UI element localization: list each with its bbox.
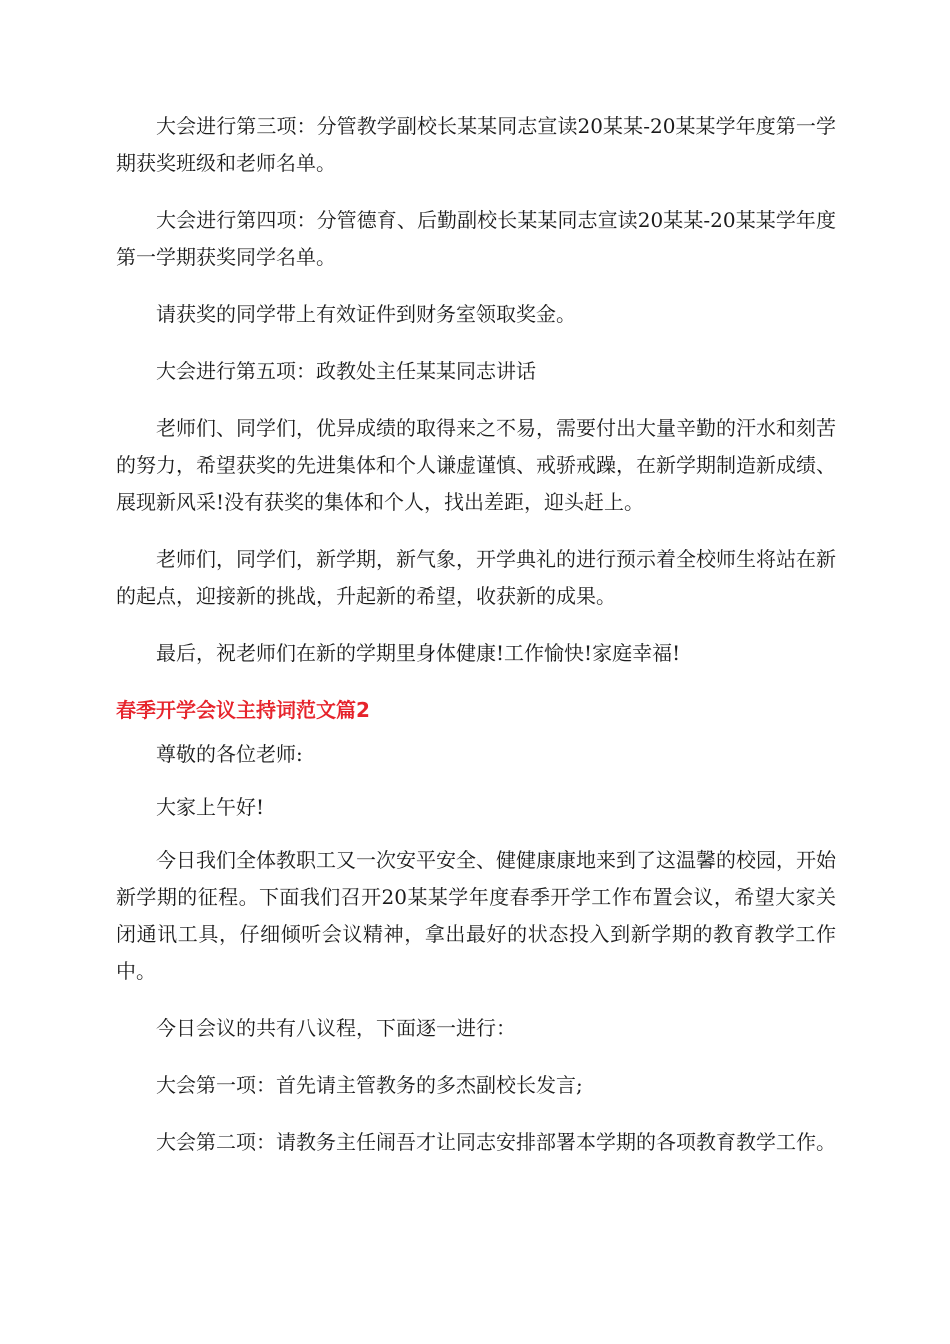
paragraph-closing-wishes: 最后，祝老师们在新的学期里身体健康!工作愉快!家庭幸福!: [156, 641, 681, 665]
paragraph-encouragement: 老师们、同学们，优异成绩的取得来之不易，需要付出大量辛勤的汗水和刻苦的努力，希望获奖的先进集体和个人谦虚谨慎、戒骄戒躁，在新学期制造新成绩、展现新风采!没有获奖的集体和个人，找出差距，迎头赶上。: [116, 416, 836, 514]
paragraph-new-semester: 老师们，同学们，新学期，新气象，开学典礼的进行预示着全校师生将站在新的起点，迎接新的挑战，升起新的希望，收获新的成果。: [116, 547, 836, 608]
section-heading: 春季开学会议主持词范文篇2: [116, 698, 370, 722]
paragraph-meeting-item-2: 大会第二项：请教务主任闹吾才让同志安排部署本学期的各项教育教学工作。: [156, 1130, 836, 1154]
paragraph-agenda-item-5: 大会进行第五项：政教处主任某某同志讲话: [156, 359, 536, 383]
paragraph-agenda-item-4: 大会进行第四项：分管德育、后勤副校长某某同志宣读20某某-20某某学年度第一学期获奖同学名单。: [116, 208, 836, 269]
paragraph-award-notice: 请获奖的同学带上有效证件到财务室领取奖金。: [156, 302, 576, 326]
document-body: [116, 108, 836, 1181]
paragraph-agenda-item-3: 大会进行第三项：分管教学副校长某某同志宣读20某某-20某某学年度第一学期获奖班级和老师名单。: [116, 114, 836, 175]
paragraph-greeting: 大家上午好!: [156, 795, 265, 819]
paragraph-agenda-intro: 今日会议的共有八议程，下面逐一进行：: [156, 1016, 516, 1040]
paragraph-opening: 今日我们全体教职工又一次安平安全、健健康康地来到了这温馨的校园，开始新学期的征程。下面我们召开20某某学年度春季开学工作布置会议，希望大家关闭通讯工具，仔细倾听会议精神，拿出最好的状态投入到新学期的教育教学工作中。: [116, 848, 836, 983]
paragraph-salutation: 尊敬的各位老师:: [156, 742, 303, 766]
paragraph-meeting-item-1: 大会第一项：首先请主管教务的多杰副校长发言;: [156, 1073, 583, 1097]
